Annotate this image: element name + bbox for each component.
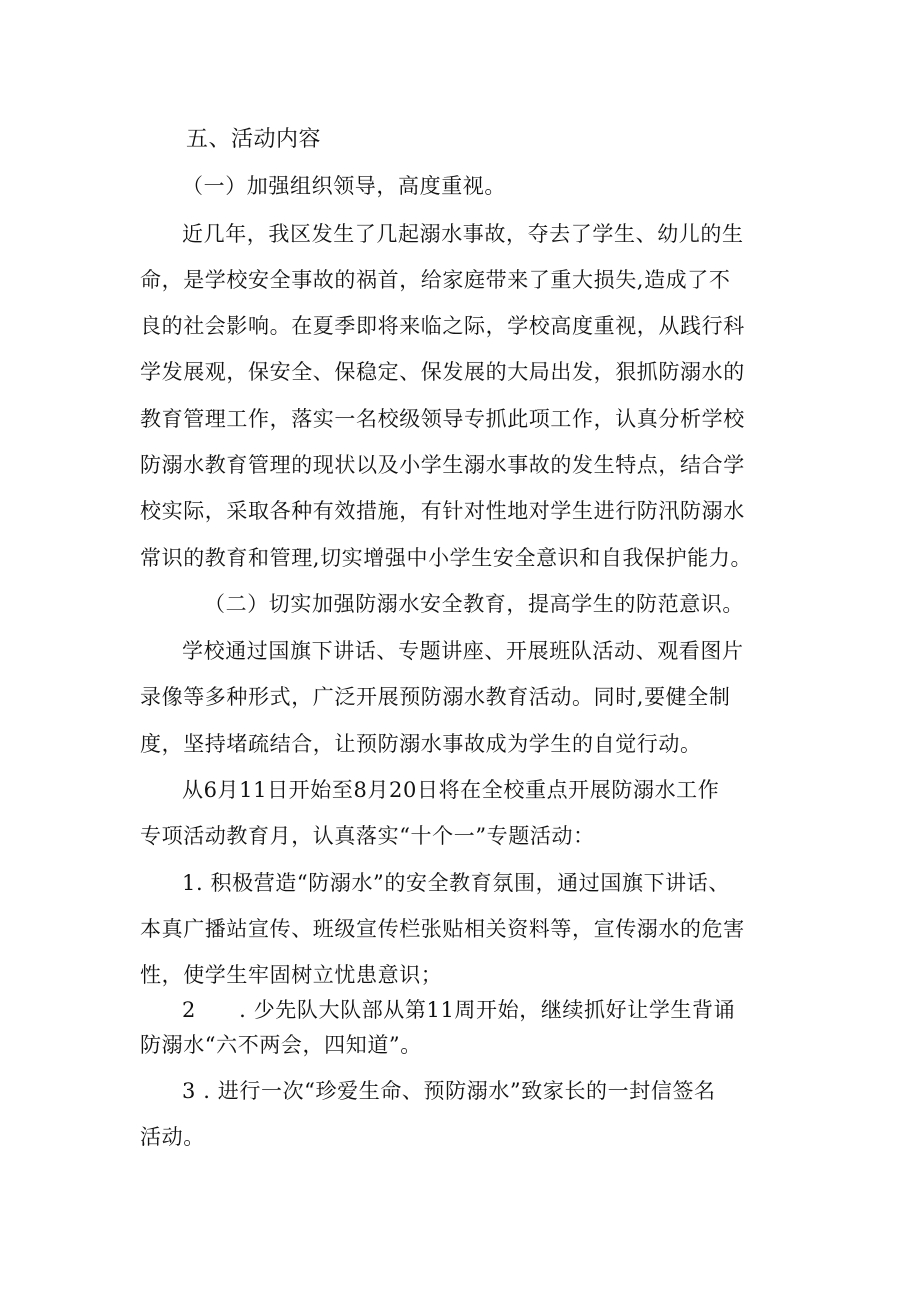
list-item-3-line: 3 . 进行一次“珍爱生命、预防溺水”致家长的一封信签名 [182,1079,716,1103]
paragraph-3-line: 从6月11日开始至8月20日将在全校重点开展防溺水工作 [182,778,720,802]
list-item-1-line: 性，使学生牢固树立忧患意识； [140,963,443,987]
paragraph-1-line: 命，是学校安全事故的祸首，给家庭带来了重大损失,造成了不 [140,268,731,292]
paragraph-3-line: 专项活动教育月，认真落实“十个一”专题活动： [140,824,595,848]
section-heading: 五、活动内容 [186,127,322,152]
paragraph-1-line: 良的社会影响。在夏季即将来临之际，学校高度重视，从践行科 [140,314,745,338]
paragraph-1-line: 常识的教育和管理,切实增强中小学生安全意识和自我保护能力。 [140,546,753,570]
paragraph-1-line: 近几年，我区发生了几起溺水事故，夺去了学生、幼儿的生 [182,222,744,246]
subheading-2: （二）切实加强防溺水安全教育，提高学生的防范意识。 [204,592,744,616]
paragraph-1-line: 校实际，采取各种有效措施，有针对性地对学生进行防汛防溺水 [140,499,745,523]
list-item-1-line: 1. 积极营造“防溺水”的安全教育氛围，通过国旗下讲话、 [182,871,730,895]
subheading-1: （一）加强组织领导，高度重视。 [182,174,506,198]
paragraph-2-line: 学校通过国旗下讲话、专题讲座、开展班队活动、观看图片 [182,639,744,663]
list-item-3-line: 活动。 [140,1125,205,1149]
list-item-2-line: 2 . 少先队大队部从第11周开始，继续抓好让学生背诵 [182,998,736,1022]
list-item-2-line: 防溺水“六不两会，四知道”。 [140,1033,422,1057]
paragraph-1-line: 学发展观，保安全、保稳定、保发展的大局出发，狠抓防溺水的 [140,360,745,384]
paragraph-1-line: 教育管理工作，落实一名校级领导专抓此项工作，认真分析学校 [140,407,745,431]
list-item-1-line: 本真广播站宣传、班级宣传栏张贴相关资料等，宣传溺水的危害 [140,917,745,941]
paragraph-2-line: 度，坚持堵疏结合，让预防溺水事故成为学生的自觉行动。 [140,732,702,756]
paragraph-1-line: 防溺水教育管理的现状以及小学生溺水事故的发生特点，结合学 [140,453,745,477]
paragraph-2-line: 录像等多种形式，广泛开展预防溺水教育活动。同时,要健全制 [140,685,731,709]
